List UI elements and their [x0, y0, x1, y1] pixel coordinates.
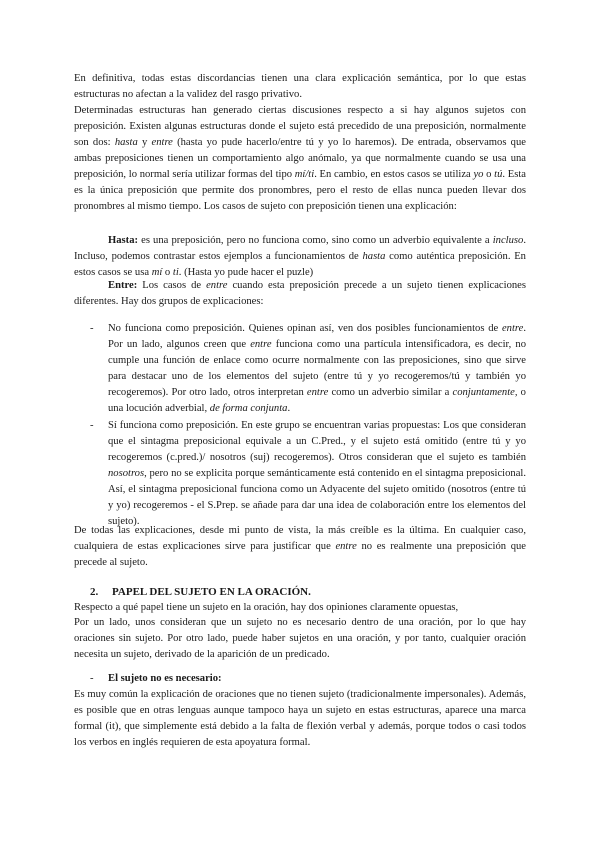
paragraph-sujetos-con-preposicion: Determinadas estructuras han generado ciertas discusiones respecto a si hay algunos sujetos con preposición. Existen algunas estructuras donde el sujeto está precedido de una preposición, normalmente son dos: hasta y entre (hasta yo pude hacerlo/entre tú y yo lo haremos). De entrada, observamos que ambas preposiciones tienen un comportamiento algo anómalo, ya que normalmente cuando se usa una preposición, lo normal sería utilizar formas del tipo mí/ti. En cambio, en estos casos se utiliza yo o tú. Esta es la única preposición que permite dos pronombres, pero el resto de ellas nunca pueden llevar dos pronombres al mismo tiempo. Los casos de sujeto con preposición tienen una explicación: — [74, 105, 526, 212]
paragraph-opiniones-opuestas: Por un lado, unos consideran que un sujeto no es necesario dentro de una oración, por lo que hay oraciones sin sujeto. Por otro lado, puede haber sujetos en una oración, y por tanto, cualquier oración necesita un sujeto, derivado de la aparición de un predicado. — [74, 617, 526, 660]
paragraph-papel-sujeto-intro: Respecto a qué papel tiene un sujeto en la oración, hay dos opiniones claramente opuestas, — [74, 602, 459, 613]
paragraph-oraciones-sin-sujeto: Es muy común la explicación de oraciones que no tienen sujeto (tradicionalmente impersonales). Además, es posible que en otras lenguas aunque tampoco haya un sujeto en estas estructuras, aparece una marca formal (it), que simplemente está debido a la falta de flexión verbal y además, porque todos o casi todos los verbos en inglés requieren de esta apoyatura formal. — [74, 689, 526, 748]
paragraph-hasta: Hasta: es una preposición, pero no funciona como, sino como un adverbio equivalente a incluso. Incluso, podemos contrastar estos ejemplos a funcionamientos de hasta como auténtica preposición. En estos casos se usa mí o ti. (Hasta yo pude hacer el puzle) — [74, 235, 526, 278]
bullet-dash: - — [90, 420, 94, 431]
section-heading — [74, 584, 526, 600]
paragraph-conclusion-discordancias: En definitiva, todas estas discordancias tienen una clara explicación semántica, por lo que estas estructuras no afectan a la validez del rasgo privativo. — [74, 73, 526, 100]
subheading-title: El sujeto no es necesario: — [108, 673, 222, 684]
paragraph-entre: Entre: Los casos de entre cuando esta preposición precede a un sujeto tienen explicaciones diferentes. Hay dos grupos de explicaciones: — [74, 280, 526, 307]
paragraph-conclusion-explicaciones: De todas las explicaciones, desde mi punto de vista, la más creíble es la última. En cualquier caso, cualquiera de estas explicaciones sirve para justificar que entre no es realmente una preposición que precede al sujeto. — [74, 525, 526, 568]
bullet-dash: - — [90, 323, 94, 334]
bullet-dash: - — [90, 673, 94, 684]
section-title: PAPEL DEL SUJETO EN LA ORACIÓN. — [112, 586, 311, 598]
bullet-si-preposicion: Sí funciona como preposición. En este grupo se encuentran varias propuestas: Los que consideran que el sintagma preposicional equivale a un C.Pred., y el sujeto está omitido (entre tú y yo recogeremos (c.pred.)/ nosotros (suj) recogeremos). Otros consideran que el sujeto es también nosotros, pero no se explicita porque semánticamente está contenido en el sintagma preposicional. Así, el sintagma preposicional funciona como un Adyacente del sujeto omitido (nosotros (entre tú y yo) recogeremos - el S.Prep. se añade para dar una idea de colaboración entre los elementos del sujeto). — [108, 420, 526, 527]
bullet-no-preposicion: No funciona como preposición. Quienes opinan así, ven dos posibles funcionamientos de entre. Por un lado, algunos creen que entre funciona como una partícula intensificadora, es decir, no cumple una función de enlace como ocurre normalmente con las preposiciones, sino que sirve para destacar uno de los elementos del sujeto (entre tú y yo recogeremos/tú y también yo recogeremos). Por otro lado, otros interpretan entre como un adverbio similar a conjuntamente, o una locución adverbial, de forma conjunta. — [108, 323, 526, 414]
section-number: 2. — [90, 586, 99, 598]
